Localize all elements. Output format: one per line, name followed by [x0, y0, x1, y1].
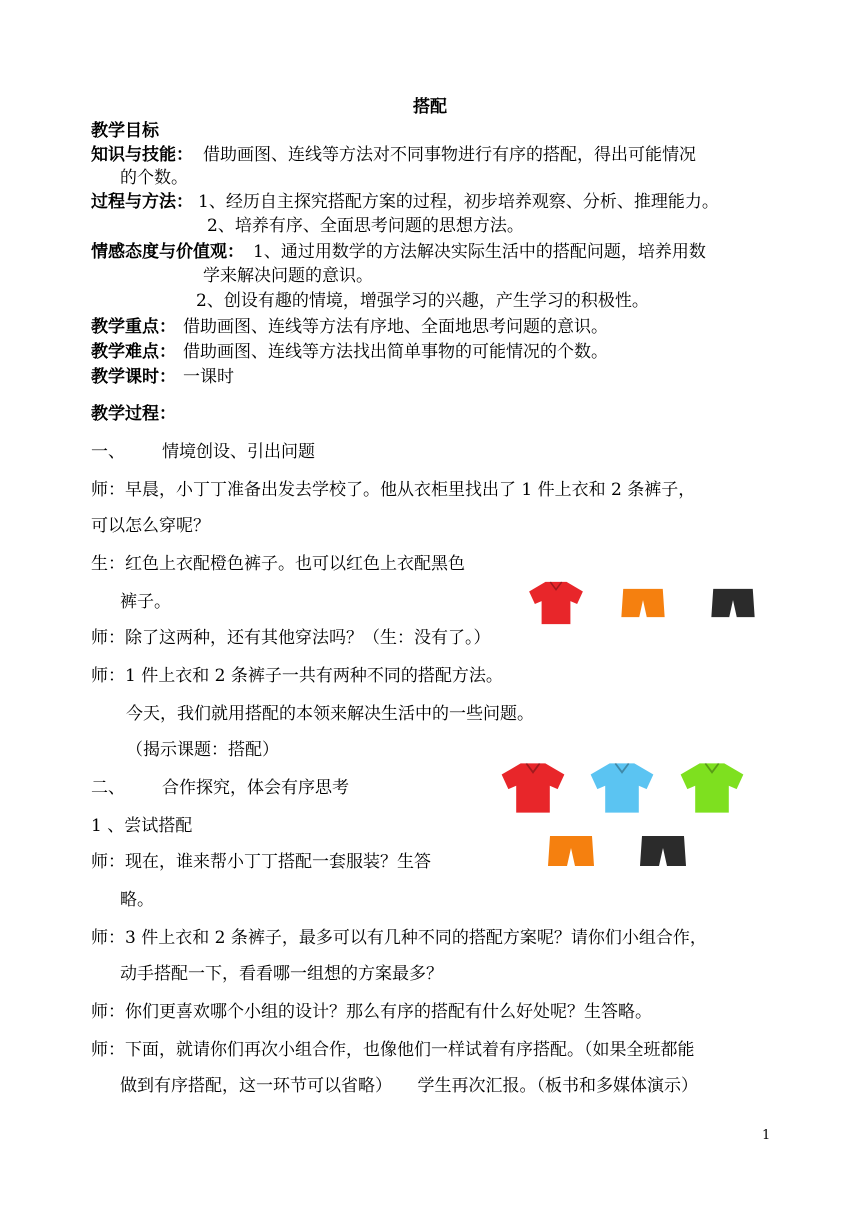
black-pants-icon: [638, 834, 688, 868]
paragraph-9: 师：你们更喜欢哪个小组的设计？那么有序的搭配有什么好处呢？生答略。: [91, 1002, 652, 1022]
paragraph-5: 今天，我们就用搭配的本领来解决生活中的一些问题。: [126, 704, 534, 724]
key-point-label: 教学重点：: [91, 317, 176, 337]
knowledge-line1: 借助画图、连线等方法对不同事物进行有序的搭配，得出可能情况: [203, 145, 696, 165]
difficulty-label: 教学难点：: [91, 342, 176, 362]
knowledge-label: 知识与技能：: [91, 145, 193, 165]
blue-shirt-icon: [587, 760, 657, 816]
objectives-heading: 教学目标: [91, 121, 159, 141]
emotion-line3: 2、创设有趣的情境，增强学习的兴趣，产生学习的积极性。: [196, 291, 649, 311]
process-line1: 1、经历自主探究搭配方案的过程，初步培养观察、分析、推理能力。: [198, 192, 719, 212]
page-title: 搭配: [413, 97, 447, 117]
paragraph-8-line1: 师：3 件上衣和 2 条裤子，最多可以有几种不同的搭配方案呢？请你们小组合作，: [91, 928, 707, 948]
section1-title: 情境创设、引出问题: [162, 442, 315, 462]
emotion-line2: 学来解决问题的意识。: [203, 266, 373, 286]
red-shirt-icon: [498, 760, 568, 816]
paragraph-1-line2: 可以怎么穿呢？: [91, 516, 210, 536]
process-line2: 2、培养有序、全面思考问题的思想方法。: [207, 216, 524, 236]
section2-title: 合作探究，体会有序思考: [162, 778, 349, 798]
page-number: 1: [762, 1128, 771, 1143]
process-heading: 教学过程：: [91, 404, 176, 424]
emotion-label: 情感态度与价值观：: [91, 242, 244, 262]
paragraph-3: 师：除了这两种，还有其他穿法吗？（生：没有了。）: [91, 628, 491, 648]
key-point-text: 借助画图、连线等方法有序地、全面地思考问题的意识。: [183, 317, 608, 337]
hours-label: 教学课时：: [91, 367, 176, 387]
orange-pants-icon: [546, 834, 596, 868]
paragraph-7-line1: 师：现在，谁来帮小丁丁搭配一套服装？生答: [91, 852, 431, 872]
emotion-line1: 1、通过用数学的方法解决实际生活中的搭配问题，培养用数: [253, 242, 706, 262]
paragraph-2-line2: 裤子。: [120, 592, 171, 612]
paragraph-8-line2: 动手搭配一下，看看哪一组想的方案最多？: [120, 964, 443, 984]
black-pants-icon: [709, 587, 757, 619]
green-shirt-icon: [677, 760, 747, 816]
subsection-1: 1 、尝试搭配: [91, 816, 193, 836]
orange-pants-icon: [619, 587, 667, 619]
process-label: 过程与方法：: [91, 192, 193, 212]
paragraph-2-line1: 生：红色上衣配橙色裤子。也可以红色上衣配黑色: [91, 554, 465, 574]
difficulty-text: 借助画图、连线等方法找出简单事物的可能情况的个数。: [183, 342, 608, 362]
paragraph-1-line1: 师：早晨，小丁丁准备出发去学校了。他从衣柜里找出了 1 件上衣和 2 条裤子，: [91, 480, 696, 500]
paragraph-7-line2: 略。: [120, 890, 154, 910]
section2-number: 二、: [91, 778, 125, 798]
hours-text: 一课时: [183, 367, 234, 387]
red-shirt-icon: [527, 579, 585, 627]
paragraph-10-line2: 做到有序搭配，这一环节可以省略） 学生再次汇报。（板书和多媒体演示）: [120, 1076, 698, 1096]
knowledge-line2: 的个数。: [120, 168, 188, 188]
paragraph-6: （揭示课题：搭配）: [126, 740, 279, 760]
paragraph-10-line1: 师：下面，就请你们再次小组合作，也像他们一样试着有序搭配。（如果全班都能: [91, 1040, 695, 1060]
paragraph-4: 师：1 件上衣和 2 条裤子一共有两种不同的搭配方法。: [91, 666, 503, 686]
section1-number: 一、: [91, 442, 125, 462]
